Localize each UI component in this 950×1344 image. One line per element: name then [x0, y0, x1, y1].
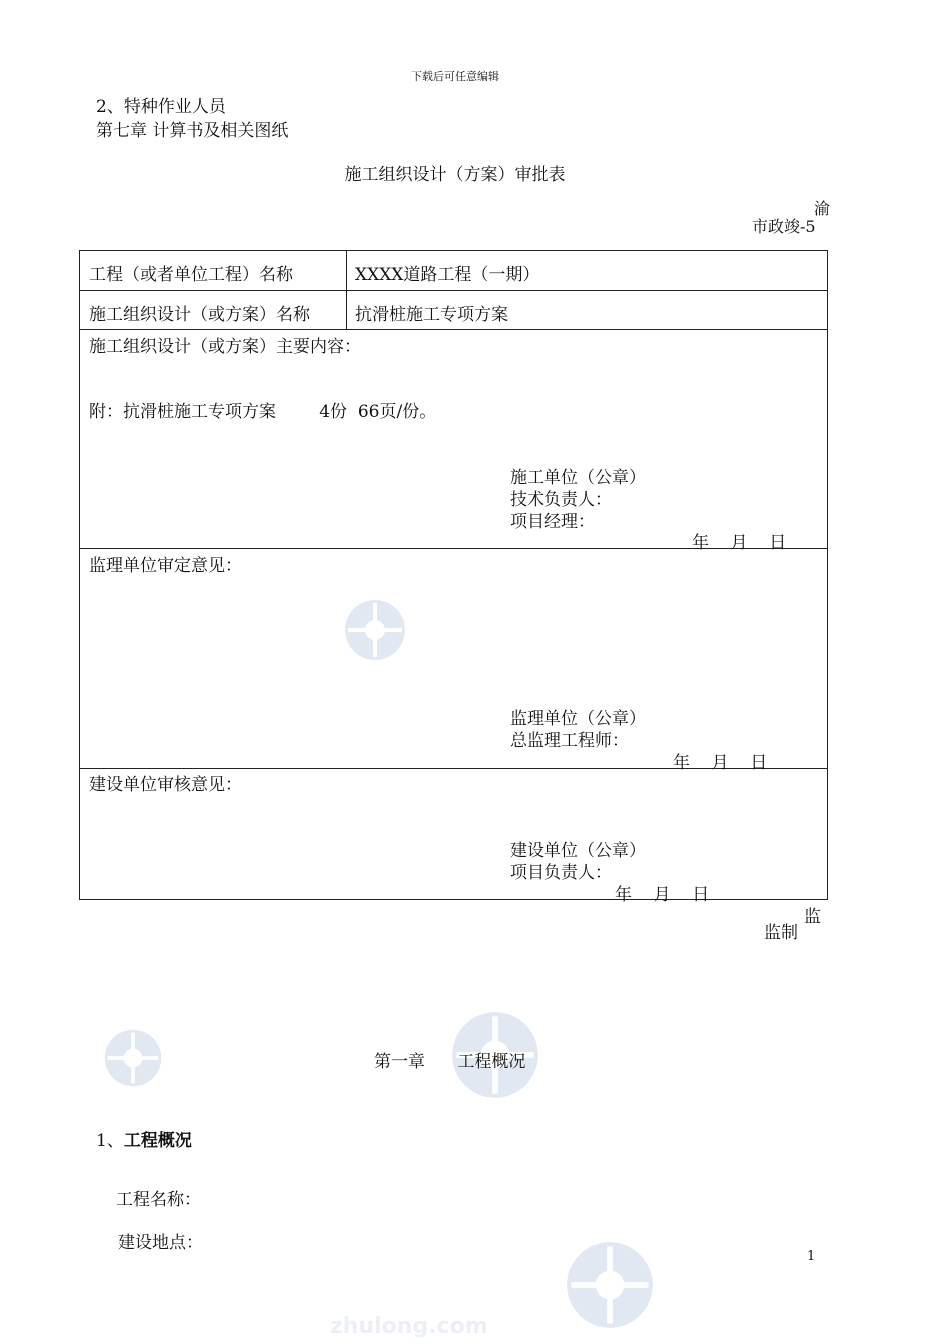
tech-lead-signature: 技术负责人： [510, 490, 612, 510]
section-title: 工程概况 [123, 1131, 192, 1151]
supervision-mark: 监 [804, 907, 821, 927]
chapter-title: 第一章 工程概况 [374, 1052, 526, 1072]
page-number: 1 [807, 1249, 816, 1264]
owner-unit-stamp: 建设单位（公章） [510, 841, 646, 861]
watermark-text: zhulong.com [330, 1314, 488, 1339]
section-heading [96, 1126, 192, 1151]
plan-name-value: 抗滑桩施工专项方案 [355, 305, 508, 325]
field-project-name: 工程名称： [116, 1190, 201, 1210]
attachment-note: 附：抗滑桩施工专项方案 4份 66页/份。 [89, 402, 437, 422]
owner-date: 年 月 日 [615, 885, 710, 905]
section-number: 1、 [96, 1131, 124, 1151]
line-chapter-seven: 第七章 计算书及相关图纸 [96, 121, 289, 141]
form-code-prefix: 渝 [814, 199, 831, 218]
contractor-unit-stamp: 施工单位（公章） [510, 468, 646, 488]
header-note: 下载后可任意编辑 [411, 70, 499, 83]
project-manager-signature: 项目经理： [510, 512, 595, 532]
field-location: 建设地点： [118, 1233, 203, 1253]
project-name-value: XXXX道路工程（一期） [355, 265, 540, 285]
owner-lead-signature: 项目负责人： [510, 863, 612, 883]
approval-form-table [79, 250, 828, 905]
project-name-label: 工程（或者单位工程）名称 [89, 265, 293, 285]
table-divider [80, 290, 827, 291]
supervision-issued: 监制 [764, 923, 798, 943]
table-column-divider [346, 251, 347, 329]
supervision-date: 年 月 日 [673, 753, 768, 773]
plan-name-label: 施工组织设计（或方案）名称 [89, 305, 310, 325]
main-content-label: 施工组织设计（或方案）主要内容： [89, 337, 361, 357]
contractor-date: 年 月 日 [692, 533, 787, 553]
owner-opinion-label: 建设单位审核意见： [89, 775, 242, 795]
chief-supervisor-signature: 总监理工程师： [510, 731, 629, 751]
supervision-opinion-label: 监理单位审定意见： [89, 556, 242, 576]
line-special-workers: 2、特种作业人员 [96, 97, 226, 117]
form-code: 市政竣-5 [752, 217, 816, 236]
supervision-unit-stamp: 监理单位（公章） [510, 709, 646, 729]
table-divider [80, 329, 827, 330]
watermark-snowflake-icon [100, 1025, 166, 1091]
watermark-snowflake-icon [555, 1235, 665, 1335]
form-title: 施工组织设计（方案）审批表 [344, 165, 566, 185]
